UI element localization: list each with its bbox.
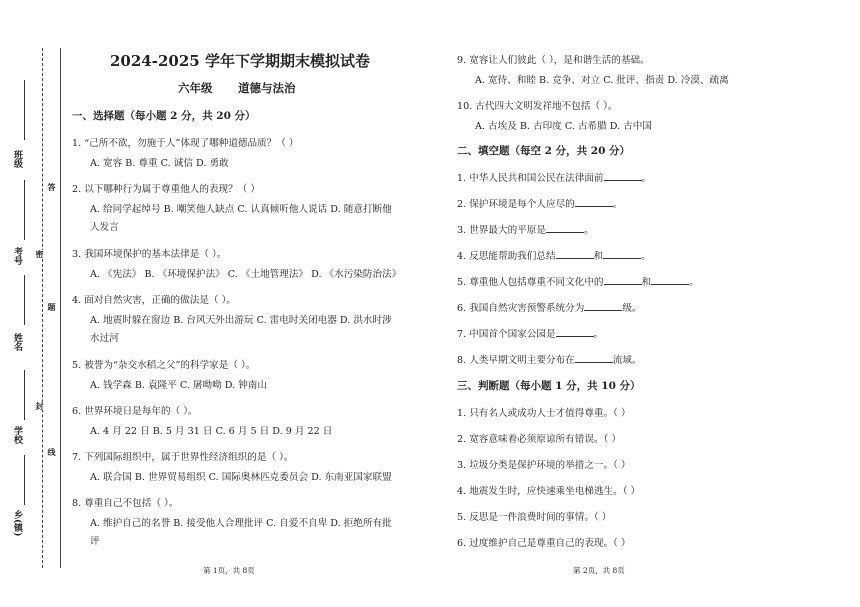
judge-q3: 3. 垃圾分类是保护环境的举措之一。（ ） bbox=[457, 460, 631, 471]
fill-q4-and: 和 bbox=[593, 251, 604, 262]
fill-q3-end: 。 bbox=[583, 225, 594, 236]
fill-q4 bbox=[457, 248, 651, 262]
exam-no-field-line bbox=[24, 180, 25, 240]
judge-q4: 4. 地震发生时，应快速乘坐电梯逃生。（ ） bbox=[457, 486, 641, 497]
q3-options: A. 《宪法》 B. 《环境保护法》 C. 《土地管理法》 D. 《水污染防治法》 bbox=[90, 269, 402, 280]
fill-q2-end: 。 bbox=[612, 199, 623, 210]
q8-options-line2: 评 bbox=[90, 536, 100, 547]
fill-blank[interactable] bbox=[604, 275, 642, 285]
q8-text: 8. 尊重自己不包括（ ）。 bbox=[72, 498, 179, 509]
q2-options-line1: A. 给同学起绰号 B. 嘲笑他人缺点 C. 认真倾听他人说话 D. 随意打断他 bbox=[90, 204, 392, 215]
q2-text: 2. 以下哪种行为属于尊重他人的表现？（ ） bbox=[72, 184, 260, 195]
class-label: 班级 bbox=[12, 150, 22, 168]
fill-q2 bbox=[457, 196, 622, 210]
fill-q2-text: 2. 保护环境是每个人应尽的 bbox=[457, 199, 575, 210]
seal-char-answer: 答 bbox=[47, 183, 57, 191]
q1-options: A. 宽容 B. 尊重 C. 诚信 D. 勇敢 bbox=[90, 158, 229, 169]
q3-text: 3. 我国环境保护的基本法律是（ ）。 bbox=[72, 249, 227, 260]
fill-blank[interactable] bbox=[556, 249, 594, 259]
fill-q3 bbox=[457, 222, 594, 236]
section1-heading: 一、选择题（每小题 2 分，共 20 分） bbox=[72, 110, 256, 122]
seal-char-seal2: 封 bbox=[35, 402, 45, 410]
q7-options: A. 联合国 B. 世界贸易组织 C. 国际奥林匹克委员会 D. 东南亚国家联盟 bbox=[90, 472, 392, 483]
q5-options: A. 钱学森 B. 袁隆平 C. 屠呦呦 D. 钟南山 bbox=[90, 380, 267, 391]
fill-q5-and: 和 bbox=[641, 277, 652, 288]
binding-dashed-line bbox=[42, 48, 43, 568]
fill-q6 bbox=[457, 300, 642, 314]
q8-options-line1: A. 维护自己的名誉 B. 接受他人合理批评 C. 自爱不自卑 D. 拒绝所有批 bbox=[90, 518, 392, 529]
fill-q5-text: 5. 尊重他人包括尊重不同文化中的 bbox=[457, 277, 604, 288]
section3-heading: 三、判断题（每小题 1 分，共 10 分） bbox=[457, 380, 641, 392]
judge-q6: 6. 过度维护自己是尊重自己的表现。（ ） bbox=[457, 538, 631, 549]
q6-options: A. 4 月 22 日 B. 5 月 31 日 C. 6 月 5 日 D. 9 月 22 日 bbox=[90, 426, 333, 437]
fill-q4-end: 。 bbox=[641, 251, 651, 262]
fill-q6-end: 级。 bbox=[622, 303, 642, 314]
fill-q4-text: 4. 反思能帮助我们总结 bbox=[457, 251, 556, 262]
school-label: 学校 bbox=[12, 426, 22, 444]
q4-options-line2: 水过河 bbox=[90, 333, 119, 344]
q7-text: 7. 下列国际组织中，属于世界性经济组织的是（ ）。 bbox=[72, 452, 294, 463]
q10-text: 10. 古代四大文明发祥地不包括（ ）。 bbox=[457, 101, 618, 112]
section2-heading: 二、填空题（每空 2 分，共 20 分） bbox=[457, 145, 631, 157]
fill-blank[interactable] bbox=[603, 249, 641, 259]
name-label: 姓名 bbox=[12, 333, 22, 351]
q4-text: 4. 面对自然灾害，正确的做法是（ ）。 bbox=[72, 295, 236, 306]
fill-blank[interactable] bbox=[651, 275, 689, 285]
q2-options-line2: 人发言 bbox=[90, 222, 119, 233]
q1-text: 1. “己所不欲，勿施于人”体现了哪种道德品质？（ ） bbox=[72, 138, 299, 149]
page-number-right: 第 2页，共 8页 bbox=[573, 566, 625, 575]
grade-label: 六年级 bbox=[178, 81, 213, 95]
q4-options-line1: A. 地震时躲在窗边 B. 台风天外出游玩 C. 雷电时关闭电器 D. 洪水时涉 bbox=[90, 315, 392, 326]
fill-q5 bbox=[457, 274, 699, 288]
fill-q5-end: 。 bbox=[689, 277, 699, 288]
fill-q3-text: 3. 世界最大的平原是 bbox=[457, 225, 546, 236]
fill-q7-text: 7. 中国首个国家公园是 bbox=[457, 329, 556, 340]
subject-label: 道德与法治 bbox=[238, 81, 296, 95]
q10-options: A. 古埃及 B. 古印度 C. 古希腊 D. 古中国 bbox=[475, 121, 652, 132]
fill-q8-text: 8. 人类早期文明主要分布在 bbox=[457, 355, 575, 366]
exam-no-label: 考号 bbox=[12, 247, 22, 265]
page-number-left: 第 1页，共 8页 bbox=[203, 566, 255, 575]
fill-q8-end: 流域。 bbox=[612, 355, 642, 366]
town-label: 乡(镇) bbox=[12, 510, 22, 537]
class-field-line bbox=[24, 80, 25, 140]
q6-text: 6. 世界环境日是每年的（ ）。 bbox=[72, 406, 198, 417]
fill-q1 bbox=[457, 170, 651, 184]
fill-q7-end: 。 bbox=[593, 329, 604, 340]
fill-blank[interactable] bbox=[556, 327, 594, 337]
fill-blank[interactable] bbox=[575, 197, 613, 207]
seal-char-line: 线 bbox=[47, 448, 57, 456]
fill-blank[interactable] bbox=[546, 223, 584, 233]
fill-blank[interactable] bbox=[575, 353, 613, 363]
fill-q1-end: 。 bbox=[641, 173, 652, 184]
exam-title: 2024-2025 学年下学期期末模拟试卷 bbox=[110, 52, 370, 70]
fill-blank[interactable] bbox=[584, 301, 622, 311]
q9-options: A. 宽待、和睦 B. 竞争、对立 C. 批评、指责 D. 冷漠、疏离 bbox=[475, 75, 729, 86]
name-field-line bbox=[24, 275, 25, 325]
q9-text: 9. 宽容让人们彼此（ ），是和谐生活的基础。 bbox=[457, 55, 650, 66]
seal-char-question: 题 bbox=[47, 303, 57, 311]
fill-q8 bbox=[457, 352, 642, 366]
binding-solid-line bbox=[60, 48, 61, 568]
fill-q1-text: 1. 中华人民共和国公民在法律面前 bbox=[457, 173, 604, 184]
seal-char-seal: 密 bbox=[35, 250, 45, 258]
fill-q6-text: 6. 我国自然灾害预警系统分为 bbox=[457, 303, 585, 314]
town-field-line bbox=[24, 455, 25, 505]
judge-q1: 1. 只有名人或成功人士才值得尊重。（ ） bbox=[457, 408, 631, 419]
q5-text: 5. 被誉为“杂交水稻之父”的科学家是（ ）。 bbox=[72, 360, 256, 371]
school-field-line bbox=[24, 370, 25, 420]
judge-q2: 2. 宽容意味着必须原谅所有错误。（ ） bbox=[457, 434, 621, 445]
judge-q5: 5. 反思是一件浪费时间的事情。（ ） bbox=[457, 512, 612, 523]
fill-blank[interactable] bbox=[604, 171, 642, 181]
fill-q7 bbox=[457, 326, 603, 340]
